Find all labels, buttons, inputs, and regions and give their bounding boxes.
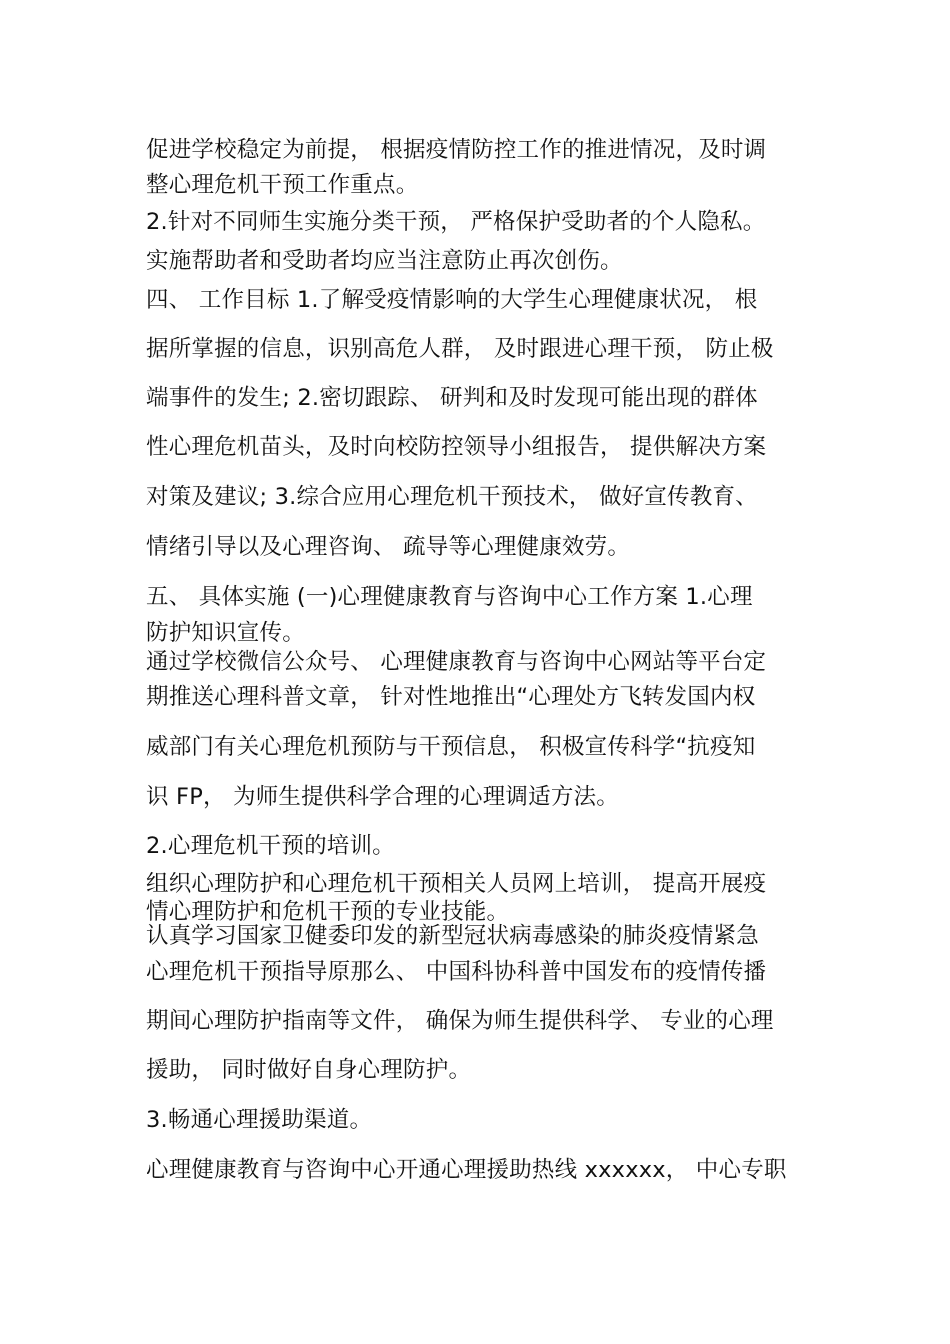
text-line: 整心理危机干预工作重点。 <box>146 172 419 198</box>
text-line: 实施帮助者和受助者均应当注意防止再次创伤。 <box>146 248 623 274</box>
section-heading-line: 四、 工作目标 1.了解受疫情影响的大学生心理健康状况， 根 <box>146 287 758 313</box>
text-line: 援助， 同时做好自身心理防护。 <box>146 1057 472 1083</box>
subheading-line: 2.心理危机干预的培训。 <box>146 833 395 859</box>
text-line: 期推送心理科普文章， 针对性地推出“心理处方飞转发国内权 <box>146 684 756 710</box>
text-line: 认真学习国家卫健委印发的新型冠状病毒感染的肺炎疫情紧急 <box>146 923 759 949</box>
text-line: 威部门有关心理危机预防与干预信息， 积极宣传科学“抗疫知 <box>146 734 756 760</box>
text-line: 防护知识宣传。 <box>146 620 305 646</box>
text-line: 识 FP， 为师生提供科学合理的心理调适方法。 <box>146 784 619 810</box>
text-line: 性心理危机苗头，及时向校防控领导小组报告， 提供解决方案 <box>146 434 767 460</box>
text-line: 期间心理防护指南等文件， 确保为师生提供科学、 专业的心理 <box>146 1008 774 1034</box>
subheading-line: 3.畅通心理援助渠道。 <box>146 1107 373 1133</box>
section-heading-line: 五、 具体实施 (一)心理健康教育与咨询中心工作方案 1.心理 <box>146 584 753 610</box>
text-line: 促进学校稳定为前提， 根据疫情防控工作的推进情况，及时调 <box>146 137 767 163</box>
text-line: 对策及建议; 3.综合应用心理危机干预技术， 做好宣传教育、 <box>146 484 758 510</box>
text-line: 心理危机干预指导原那么、 中国科协科普中国发布的疫情传播 <box>146 959 767 985</box>
text-line: 情绪引导以及心理咨询、 疏导等心理健康效劳。 <box>146 534 631 560</box>
text-line: 组织心理防护和心理危机干预相关人员网上培训， 提高开展疫 <box>146 871 767 897</box>
text-line: 端事件的发生; 2.密切跟踪、 研判和及时发现可能出现的群体 <box>146 385 758 411</box>
text-line: 心理健康教育与咨询中心开通心理援助热线 xxxxxx， 中心专职 <box>146 1157 787 1183</box>
text-line: 情心理防护和危机干预的专业技能。 <box>146 899 510 925</box>
text-line: 2.针对不同师生实施分类干预， 严格保护受助者的个人隐私。 <box>146 209 766 235</box>
text-line: 据所掌握的信息，识别高危人群， 及时跟进心理干预， 防止极 <box>146 336 774 362</box>
text-line: 通过学校微信公众号、 心理健康教育与咨询中心网站等平台定 <box>146 649 767 675</box>
